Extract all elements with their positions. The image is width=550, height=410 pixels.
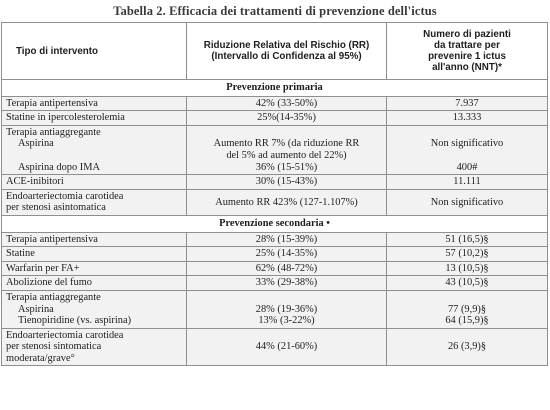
cell-rr: 62% (48-72%) <box>187 261 387 276</box>
nnt-value: 77 (9,9)§ <box>447 303 487 315</box>
cell-rr: 25%(14-35%) <box>187 111 387 126</box>
stroke-prevention-table <box>1 22 548 366</box>
cell-intervention: Abolizione del fumo <box>2 276 187 291</box>
cell-nnt: 26 (3,9)§ <box>387 328 548 366</box>
header-nnt-line2: da trattare per <box>434 40 500 51</box>
header-rr <box>187 23 387 80</box>
table-row <box>2 261 548 276</box>
intervention-label: Endoarteriectomia carotidea <box>6 190 124 202</box>
cell-nnt: 43 (10,5)§ <box>387 276 548 291</box>
cell-intervention: Terapia antipertensiva <box>2 232 187 247</box>
rr-value: 28% (19-36%) <box>255 303 318 315</box>
cell-nnt <box>387 290 548 328</box>
cell-intervention: Statine in ipercolesterolemia <box>2 111 187 126</box>
section-title: Prevenzione secondaria • <box>2 215 548 232</box>
header-nnt <box>387 23 548 80</box>
cell-nnt: 13 (10,5)§ <box>387 261 548 276</box>
cell-nnt: 13.333 <box>387 111 548 126</box>
cell-rr: 25% (14-35%) <box>187 247 387 262</box>
intervention-label: per stenosi asintomatica <box>6 202 106 214</box>
spacer <box>391 127 543 139</box>
nnt-value: Non significativo <box>430 138 504 150</box>
table-row <box>2 328 548 366</box>
header-rr-line2: (Intervallo di Confidenza al 95%) <box>211 51 362 62</box>
header-nnt-line4: all'anno (NNT)* <box>432 62 502 73</box>
sub-intervention: Tienopiridine (vs. aspirina) <box>18 315 132 327</box>
section-primary <box>2 80 548 97</box>
rr-value: Aumento RR 7% (da riduzione RR <box>213 138 360 150</box>
spacer <box>391 292 543 304</box>
cell-nnt: 11.111 <box>387 175 548 190</box>
sub-intervention: Aspirina <box>18 303 54 315</box>
spacer <box>391 150 543 162</box>
table-row <box>2 189 548 215</box>
cell-nnt: 7.937 <box>387 96 548 111</box>
sub-intervention: Aspirina <box>18 138 54 150</box>
table-row <box>2 175 548 190</box>
table-row <box>2 96 548 111</box>
cell-rr: 42% (33-50%) <box>187 96 387 111</box>
cell-rr: 28% (15-39%) <box>187 232 387 247</box>
rr-value: 36% (15-51%) <box>255 161 318 173</box>
cell-intervention: ACE-inibitori <box>2 175 187 190</box>
intervention-label: per stenosi sintomatica <box>6 341 102 353</box>
table-row <box>2 276 548 291</box>
spacer <box>191 292 382 304</box>
cell-intervention <box>2 125 187 174</box>
cell-nnt: Non significativo <box>387 189 548 215</box>
cell-intervention <box>2 328 187 366</box>
cell-rr <box>187 290 387 328</box>
intervention-label: moderata/grave° <box>6 352 75 364</box>
cell-rr: Aumento RR 423% (127-1.107%) <box>187 189 387 215</box>
cell-nnt: 57 (10,2)§ <box>387 247 548 262</box>
table-row <box>2 290 548 328</box>
nnt-value: 400# <box>456 161 478 173</box>
cell-nnt <box>387 125 548 174</box>
cell-intervention: Warfarin per FA+ <box>2 261 187 276</box>
rr-value: 13% (3-22%) <box>258 315 315 327</box>
cell-intervention <box>2 290 187 328</box>
cell-intervention <box>2 189 187 215</box>
table-row <box>2 232 548 247</box>
section-secondary <box>2 215 548 232</box>
spacer <box>6 150 182 162</box>
header-nnt-line3: prevenire 1 ictus <box>428 51 506 62</box>
table-row <box>2 125 548 174</box>
cell-rr <box>187 125 387 174</box>
intervention-label: Endoarteriectomia carotidea <box>6 329 124 341</box>
cell-intervention: Terapia antipertensiva <box>2 96 187 111</box>
cell-rr: 30% (15-43%) <box>187 175 387 190</box>
intervention-group-label: Terapia antiaggregante <box>6 291 101 303</box>
table-caption: Tabella 2. Efficacia dei trattamenti di prevenzione dell'ictus <box>113 4 437 18</box>
sub-intervention: Aspirina dopo IMA <box>18 161 100 173</box>
rr-value: del 5% ad aumento del 22%) <box>226 149 347 161</box>
nnt-value: 64 (15,9)§ <box>445 315 489 327</box>
intervention-group-label: Terapia antiaggregante <box>6 126 101 138</box>
header-intervention: Tipo di intervento <box>2 23 187 80</box>
header-nnt-line1: Numero di pazienti <box>423 29 511 40</box>
header-rr-line1: Riduzione Relativa del Rischio (RR) <box>203 40 370 51</box>
spacer <box>191 127 382 139</box>
cell-rr: 44% (21-60%) <box>187 328 387 366</box>
table-row <box>2 247 548 262</box>
cell-nnt: 51 (16,5)§ <box>387 232 548 247</box>
section-title: Prevenzione primaria <box>2 80 548 97</box>
cell-intervention: Statine <box>2 247 187 262</box>
cell-rr: 33% (29-38%) <box>187 276 387 291</box>
table-row <box>2 111 548 126</box>
header-row <box>2 23 548 80</box>
